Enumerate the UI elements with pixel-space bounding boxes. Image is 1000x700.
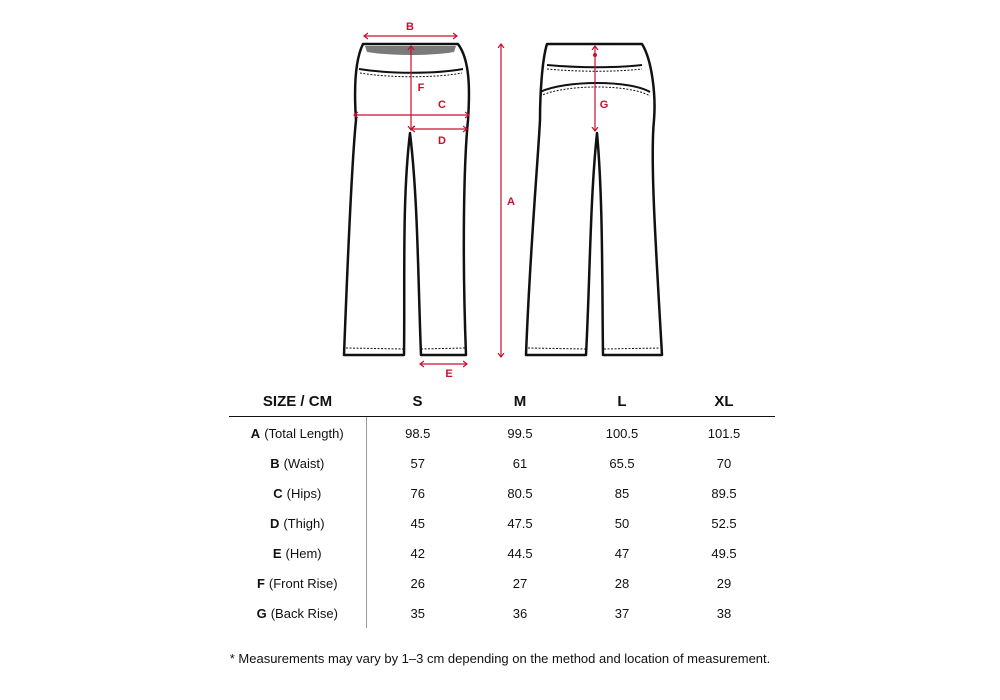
table-cell: 98.5	[405, 425, 431, 441]
table-cell: 89.5	[711, 485, 737, 501]
row-code: B	[270, 455, 280, 471]
front-outline	[344, 44, 469, 355]
table-row	[229, 448, 775, 478]
size-header-l: L	[571, 386, 673, 417]
table-cell: 38	[716, 605, 732, 621]
table-cell: 26	[410, 575, 425, 591]
row-code: C	[273, 485, 283, 501]
row-name: (Back Rise)	[270, 605, 338, 621]
label-c: C	[438, 99, 446, 111]
table-cell: 29	[716, 575, 732, 591]
table-cell: 99.5	[507, 425, 533, 441]
row-name: (Hem)	[285, 545, 322, 561]
row-code: G	[256, 605, 267, 621]
row-label	[229, 538, 366, 568]
row-label	[229, 417, 366, 449]
row-label	[229, 598, 366, 628]
size-header-row	[229, 386, 775, 417]
row-code: A	[250, 425, 261, 441]
table-row	[229, 478, 775, 508]
row-name: (Total Length)	[264, 425, 344, 441]
table-cell: 101.5	[707, 425, 741, 441]
table-cell: 85	[614, 485, 630, 501]
label-e: E	[445, 368, 453, 380]
table-cell: 52.5	[711, 515, 737, 531]
row-label	[229, 508, 366, 538]
back-hem-left-stitch	[528, 348, 586, 349]
table-cell: 80.5	[507, 485, 533, 501]
table-cell: 57	[410, 455, 425, 471]
table-row	[229, 417, 775, 449]
table-cell: 47.5	[507, 515, 533, 531]
row-label	[229, 478, 366, 508]
row-name: (Front Rise)	[268, 575, 338, 591]
table-cell: 49.5	[711, 545, 737, 561]
row-name: (Thigh)	[283, 515, 325, 531]
table-cell: 44.5	[507, 545, 533, 561]
table-cell: 42	[410, 545, 425, 561]
size-header-m: M	[469, 386, 571, 417]
table-cell: 61	[512, 455, 528, 471]
front-hem-left-stitch	[346, 348, 403, 349]
pants-front-view	[344, 44, 469, 355]
table-cell: 70	[716, 455, 732, 471]
back-hem-right-stitch	[604, 348, 660, 349]
measurement-footnote: * Measurements may vary by 1–3 cm depending on the method and location of measurement.	[229, 651, 771, 666]
row-label	[229, 448, 366, 478]
table-cell: 36	[512, 605, 528, 621]
size-chart-table	[229, 386, 775, 628]
table-cell: 37	[614, 605, 630, 621]
table-cell: 50	[614, 515, 630, 531]
row-code: F	[256, 575, 265, 591]
table-cell: 76	[410, 485, 425, 501]
size-header-xl: XL	[673, 386, 775, 417]
table-cell: 28	[614, 575, 630, 591]
table-cell: 35	[410, 605, 425, 621]
table-cell: 65.5	[609, 455, 635, 471]
label-a: A	[507, 196, 515, 208]
row-code: D	[269, 515, 280, 531]
pants-back-view	[526, 44, 662, 355]
label-f: F	[417, 82, 425, 94]
table-cell: 47	[614, 545, 630, 561]
measure-g-top-dot	[593, 53, 597, 57]
table-row	[229, 538, 775, 568]
front-hem-right-stitch	[421, 348, 465, 349]
row-name: (Waist)	[283, 455, 325, 471]
table-cell: 100.5	[605, 425, 639, 441]
table-row	[229, 508, 775, 538]
row-code: E	[272, 545, 282, 561]
size-header-s: S	[366, 386, 469, 417]
row-label	[229, 568, 366, 598]
table-cell: 45	[410, 515, 425, 531]
table-cell: 27	[512, 575, 528, 591]
row-name: (Hips)	[286, 485, 322, 501]
label-b: B	[406, 21, 414, 33]
table-row	[229, 598, 775, 628]
back-outline	[526, 44, 662, 355]
size-cm-header: SIZE / CM	[229, 386, 366, 417]
label-g: G	[599, 99, 609, 111]
label-d: D	[438, 135, 446, 147]
table-row	[229, 568, 775, 598]
